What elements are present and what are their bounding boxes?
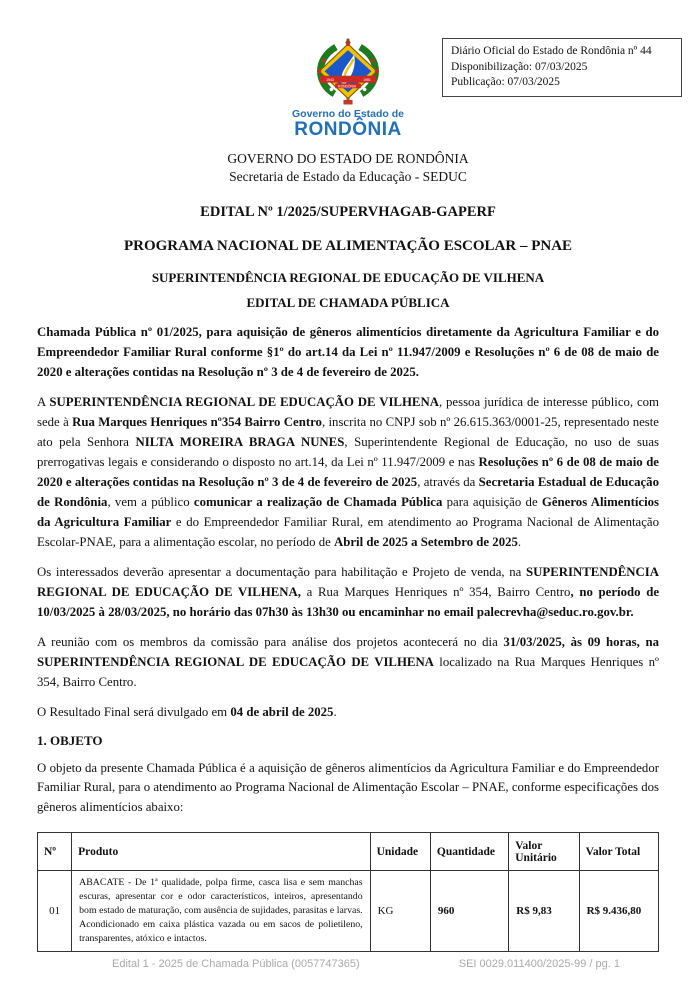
col-header-produto: Produto: [72, 833, 370, 871]
rondonia-coat-of-arms-icon: [309, 38, 387, 106]
page-footer: [0, 958, 696, 970]
svg-text:RONDÔNIA: RONDÔNIA: [338, 84, 357, 89]
footer-sei-page-number: SEI 0029.011400/2025-99 / pg. 1: [458, 958, 620, 970]
cell-product-description: ABACATE - De 1ª qualidade, polpa firme, casca lisa e sem manchas escuras, apresentar cor e odor característicos, inteiros, apresentando bom estado de maturação, com ausência de sujidades, parasitas e larvas. Acondicionado em caixa plástica vazada ou em sacos de polietileno, transparentes, atóxico e intactos.: [72, 871, 370, 952]
col-header-unidade: Unidade: [370, 833, 430, 871]
gazette-info-box: [442, 38, 682, 97]
table-header-row: [38, 833, 659, 871]
svg-text:1981: 1981: [363, 77, 371, 82]
col-header-quantidade: Quantidade: [430, 833, 508, 871]
cell-item-number: 01: [38, 871, 72, 952]
org-department: Secretaria de Estado da Educação - SEDUC: [229, 169, 467, 185]
gazette-publication-date: Publicação: 07/03/2025: [451, 76, 560, 89]
cell-quantity: 960: [430, 871, 508, 952]
heading-edital-number: EDITAL Nº 1/2025/SUPERVHAGAB-GAPERF: [200, 204, 496, 221]
heading-superintendencia: SUPERINTENDÊNCIA REGIONAL DE EDUCAÇÃO DE VILHENA: [151, 270, 545, 286]
gazette-availability-date: Disponibilização: 07/03/2025: [451, 60, 588, 73]
heading-programa: PROGRAMA NACIONAL DE ALIMENTAÇÃO ESCOLAR – PNAE: [123, 238, 573, 255]
cell-total-price: R$ 9.436,80: [579, 871, 658, 952]
svg-text:1943: 1943: [326, 77, 334, 82]
paragraph-documentacao: Os interessados deverão apresentar a documentação para habilitação e Projeto de venda, na SUPERINTENDÊNCIA REGIONAL DE EDUCAÇÃO DE VILHENA, a Rua Marques Henriques nº 354, Bairro Centro, no período de 10/03/2025 à 28/03/2025, no horário das 07h30 às 13h30 ou encaminhar no email palecrevha@seduc.ro.gov.br.: [37, 564, 659, 619]
paragraph-chamada-publica: Chamada Pública nº 01/2025, para aquisição de gêneros alimentícios diretamente da Agricultura Familiar e do Empreendedor Familiar Rural conforme §1º do art.14 da Lei nº 11.947/2009 e Resoluções nº 6 de 08 de maio de 2020 e alterações contidas na Resolução nº 3 de 4 de fevereiro de 2025.: [37, 325, 659, 380]
paragraph-superintendencia-intro: A SUPERINTENDÊNCIA REGIONAL DE EDUCAÇÃO DE VILHENA, pessoa jurídica de interesse público, com sede à Rua Marques Henriques nº354 Bairro Centro, inscrita no CNPJ sob nº 26.615.363/0001-25, representado neste ato pela Senhora NILTA MOREIRA BRAGA NUNES, Superintendente Regional de Educação, no uso de suas prerrogativas legais e considerando o disposto no art.14, da Lei nº 11.947/2009 e nas Resoluções nº 6 de 08 de maio de 2020 e alterações contidas na Resolução nº 3 de 4 de fevereiro de 2025, através da Secretaria Estadual de Educação de Rondônia, vem a público comunicar a realização de Chamada Pública para aquisição de Gêneros Alimentícios da Agricultura Familiar e do Empreendedor Familiar Rural, em atendimento ao Programa Nacional de Alimentação Escolar-PNAE, para a alimentação escolar, no período de Abril de 2025 a Setembro de 2025.: [37, 395, 659, 549]
cell-unit: KG: [370, 871, 430, 952]
org-header: [0, 150, 696, 186]
footer-document-reference: Edital 1 - 2025 de Chamada Pública (0057747365): [112, 958, 360, 970]
section-title-objeto: 1. OBJETO: [37, 732, 103, 748]
gazette-title: Diário Oficial do Estado de Rondônia nº 44: [451, 45, 652, 57]
logo-caption-large: RONDÔNIA: [294, 119, 402, 140]
col-header-numero: Nº: [38, 833, 72, 871]
paragraph-reuniao: A reunião com os membros da comissão para análise dos projetos acontecerá no dia 31/03/2025, às 09 horas, na SUPERINTENDÊNCIA REGIONAL DE EDUCAÇÃO DE VILHENA localizado na Rua Marques Henriques nº 354, Bairro Centro.: [37, 634, 659, 689]
document-body: [0, 311, 696, 952]
heading-chamada-publica: EDITAL DE CHAMADA PÚBLICA: [246, 295, 450, 311]
logo-caption-small: Governo do Estado de: [291, 108, 404, 120]
col-header-valor-unitario: Valor Unitário: [509, 833, 579, 871]
paragraph-objeto: O objeto da presente Chamada Pública é a aquisição de gêneros alimentícios da Agricultura Familiar e do Empreendedor Familiar Rural, para o atendimento ao Programa Nacional de Alimentação Escolar – PNAE, conforme especificações dos gêneros alimentícios abaixo:: [37, 760, 659, 815]
table-row: [38, 871, 659, 952]
col-header-valor-total: Valor Total: [579, 833, 658, 871]
cell-unit-price: R$ 9,83: [509, 871, 579, 952]
items-table: [37, 832, 659, 952]
org-name: GOVERNO DO ESTADO DE RONDÔNIA: [227, 150, 469, 166]
paragraph-resultado-final: O Resultado Final será divulgado em 04 de abril de 2025.: [37, 704, 337, 719]
